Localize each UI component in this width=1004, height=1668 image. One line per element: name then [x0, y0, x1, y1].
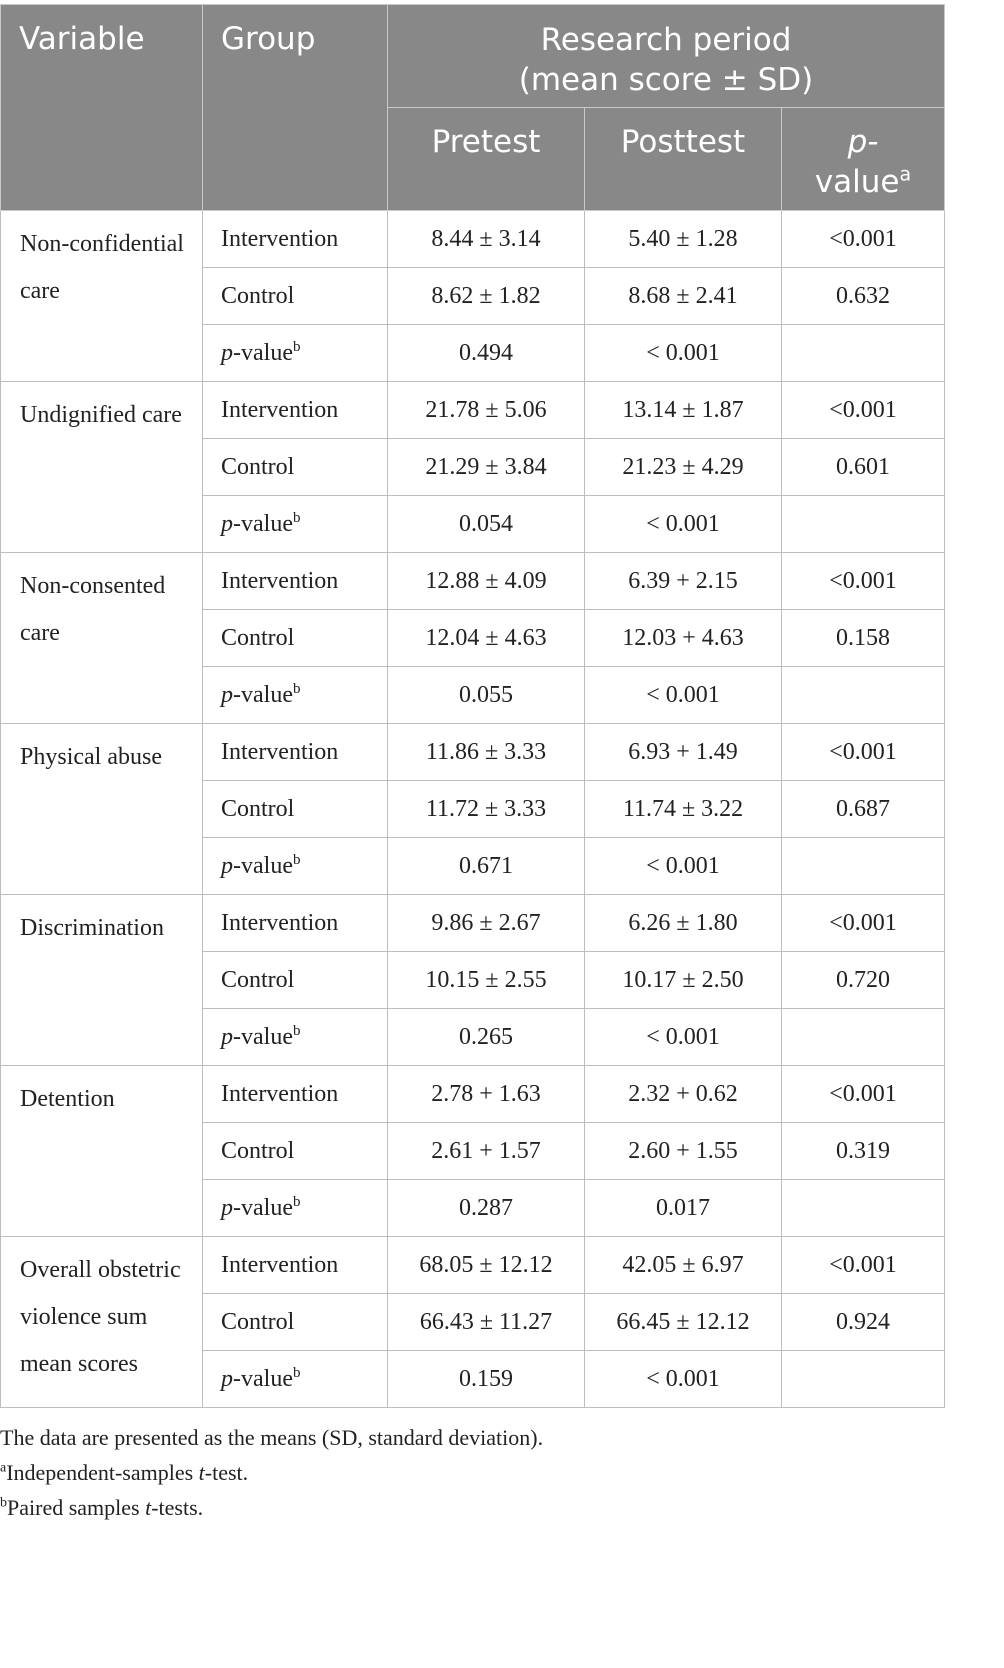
cell-pvalue — [782, 667, 945, 724]
cell-variable: Undignified care — [1, 382, 203, 553]
cell-posttest: 66.45 ± 12.12 — [585, 1294, 782, 1351]
cell-group-sup: b — [292, 1364, 301, 1381]
cell-pretest: 9.86 ± 2.67 — [388, 895, 585, 952]
table-row — [1, 1066, 945, 1123]
cell-posttest: 2.60 + 1.55 — [585, 1123, 782, 1180]
cell-variable: Detention — [1, 1066, 203, 1237]
cell-pretest: 12.04 ± 4.63 — [388, 610, 585, 667]
cell-group-sup: b — [292, 338, 301, 355]
header-pvalue-line1: p- — [847, 124, 879, 160]
table-row — [1, 724, 945, 781]
note-3-text: Paired samples t-tests. — [7, 1495, 204, 1520]
cell-pretest: 2.61 + 1.57 — [388, 1123, 585, 1180]
cell-pretest: 11.72 ± 3.33 — [388, 781, 585, 838]
cell-group: Control — [203, 268, 388, 325]
cell-pvalue — [782, 1009, 945, 1066]
cell-pretest: 0.494 — [388, 325, 585, 382]
cell-variable: Non-confidential care — [1, 211, 203, 382]
cell-posttest: < 0.001 — [585, 496, 782, 553]
cell-pvalue: 0.720 — [782, 952, 945, 1009]
cell-pretest: 2.78 + 1.63 — [388, 1066, 585, 1123]
cell-variable: Discrimination — [1, 895, 203, 1066]
cell-pvalue — [782, 496, 945, 553]
cell-group — [203, 1351, 388, 1408]
cell-group: Control — [203, 610, 388, 667]
note-3-sup: b — [0, 1495, 7, 1511]
cell-pvalue — [782, 1351, 945, 1408]
header-research-period — [388, 5, 945, 108]
cell-group: Intervention — [203, 895, 388, 952]
cell-pretest: 10.15 ± 2.55 — [388, 952, 585, 1009]
cell-pretest: 0.265 — [388, 1009, 585, 1066]
cell-group-label: p-value — [221, 852, 293, 879]
cell-group — [203, 1009, 388, 1066]
table-row — [1, 211, 945, 268]
cell-pretest: 0.671 — [388, 838, 585, 895]
cell-pretest: 8.44 ± 3.14 — [388, 211, 585, 268]
cell-pvalue — [782, 1180, 945, 1237]
results-table — [0, 4, 945, 1408]
note-2-text: Independent-samples t-test. — [6, 1460, 249, 1485]
cell-pvalue: <0.001 — [782, 1066, 945, 1123]
cell-pvalue — [782, 325, 945, 382]
header-posttest: Posttest — [585, 108, 782, 211]
cell-group: Control — [203, 1294, 388, 1351]
cell-posttest: 6.93 + 1.49 — [585, 724, 782, 781]
table-row — [1, 895, 945, 952]
header-pretest: Pretest — [388, 108, 585, 211]
cell-pretest: 11.86 ± 3.33 — [388, 724, 585, 781]
cell-group-label: p-value — [221, 1023, 293, 1050]
cell-group-label: p-value — [221, 339, 293, 366]
cell-group: Control — [203, 1123, 388, 1180]
cell-posttest: 2.32 + 0.62 — [585, 1066, 782, 1123]
cell-pvalue: <0.001 — [782, 1237, 945, 1294]
note-line-3 — [0, 1490, 944, 1525]
cell-posttest: 10.17 ± 2.50 — [585, 952, 782, 1009]
header-pvalue-sup: a — [899, 163, 912, 186]
cell-posttest: 21.23 ± 4.29 — [585, 439, 782, 496]
cell-posttest: 6.26 ± 1.80 — [585, 895, 782, 952]
cell-group-sup: b — [292, 509, 301, 526]
cell-posttest: 0.017 — [585, 1180, 782, 1237]
cell-pvalue: 0.601 — [782, 439, 945, 496]
cell-group: Intervention — [203, 1237, 388, 1294]
cell-variable: Physical abuse — [1, 724, 203, 895]
cell-group: Intervention — [203, 1066, 388, 1123]
cell-group — [203, 838, 388, 895]
table-row — [1, 553, 945, 610]
table-body — [1, 211, 945, 1408]
cell-group-label: p-value — [221, 1194, 293, 1221]
note-2-sup: a — [0, 1460, 7, 1476]
cell-group — [203, 325, 388, 382]
cell-pvalue: 0.632 — [782, 268, 945, 325]
cell-posttest: 13.14 ± 1.87 — [585, 382, 782, 439]
cell-pvalue — [782, 838, 945, 895]
cell-group-sup: b — [292, 680, 301, 697]
cell-group-label: p-value — [221, 510, 293, 537]
cell-group: Intervention — [203, 724, 388, 781]
header-research-period-line1: Research period — [540, 22, 792, 58]
cell-variable: Overall obstetric violence sum mean scores — [1, 1237, 203, 1408]
cell-pretest: 0.055 — [388, 667, 585, 724]
table-row — [1, 382, 945, 439]
results-table-container — [0, 4, 944, 1525]
header-group: Group — [203, 5, 388, 211]
cell-posttest: < 0.001 — [585, 838, 782, 895]
cell-pretest: 0.287 — [388, 1180, 585, 1237]
cell-posttest: < 0.001 — [585, 1351, 782, 1408]
cell-group: Intervention — [203, 211, 388, 268]
header-pvalue — [782, 108, 945, 211]
cell-variable: Non-consented care — [1, 553, 203, 724]
cell-group-sup: b — [292, 1193, 301, 1210]
cell-group — [203, 1180, 388, 1237]
cell-pretest: 66.43 ± 11.27 — [388, 1294, 585, 1351]
cell-pretest: 0.054 — [388, 496, 585, 553]
cell-group: Control — [203, 952, 388, 1009]
cell-pretest: 12.88 ± 4.09 — [388, 553, 585, 610]
table-header — [1, 5, 945, 211]
header-pvalue-line2: value — [814, 164, 900, 200]
cell-posttest: < 0.001 — [585, 667, 782, 724]
cell-posttest: 11.74 ± 3.22 — [585, 781, 782, 838]
cell-group-label: p-value — [221, 1365, 293, 1392]
cell-pvalue: <0.001 — [782, 211, 945, 268]
table-row — [1, 1237, 945, 1294]
table-notes — [0, 1420, 944, 1525]
cell-pvalue: 0.924 — [782, 1294, 945, 1351]
cell-group-sup: b — [292, 851, 301, 868]
cell-pretest: 21.78 ± 5.06 — [388, 382, 585, 439]
note-line-2 — [0, 1455, 944, 1490]
cell-posttest: < 0.001 — [585, 1009, 782, 1066]
cell-pretest: 21.29 ± 3.84 — [388, 439, 585, 496]
header-variable: Variable — [1, 5, 203, 211]
cell-pvalue: <0.001 — [782, 895, 945, 952]
cell-group: Control — [203, 439, 388, 496]
cell-pretest: 8.62 ± 1.82 — [388, 268, 585, 325]
cell-group: Intervention — [203, 553, 388, 610]
cell-pretest: 68.05 ± 12.12 — [388, 1237, 585, 1294]
cell-pvalue: 0.158 — [782, 610, 945, 667]
note-line-1: The data are presented as the means (SD, standard deviation). — [0, 1425, 544, 1450]
cell-group: Control — [203, 781, 388, 838]
cell-group: Intervention — [203, 382, 388, 439]
cell-posttest: 5.40 ± 1.28 — [585, 211, 782, 268]
header-research-period-line2: (mean score ± SD) — [518, 62, 814, 98]
cell-pvalue: 0.319 — [782, 1123, 945, 1180]
cell-posttest: 12.03 + 4.63 — [585, 610, 782, 667]
cell-pvalue: <0.001 — [782, 553, 945, 610]
cell-posttest: 8.68 ± 2.41 — [585, 268, 782, 325]
cell-group — [203, 496, 388, 553]
cell-posttest: 6.39 + 2.15 — [585, 553, 782, 610]
cell-pvalue: <0.001 — [782, 724, 945, 781]
cell-group-sup: b — [292, 1022, 301, 1039]
cell-posttest: < 0.001 — [585, 325, 782, 382]
cell-pretest: 0.159 — [388, 1351, 585, 1408]
cell-posttest: 42.05 ± 6.97 — [585, 1237, 782, 1294]
cell-pvalue: <0.001 — [782, 382, 945, 439]
cell-pvalue: 0.687 — [782, 781, 945, 838]
cell-group — [203, 667, 388, 724]
cell-group-label: p-value — [221, 681, 293, 708]
